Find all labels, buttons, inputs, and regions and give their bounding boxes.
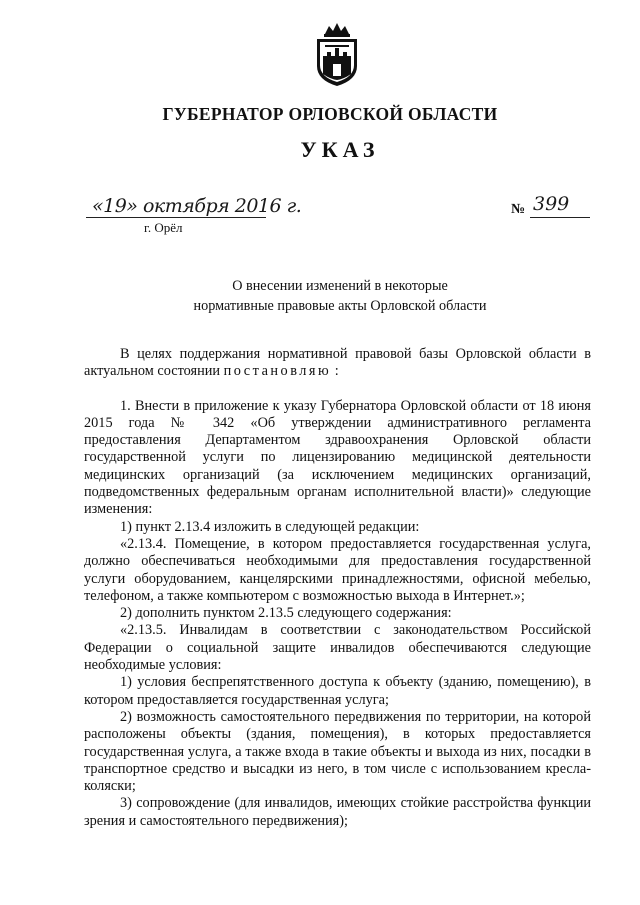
handwritten-date: «19» октября 2016 г.: [92, 195, 302, 217]
paragraph-1-item-2: 2) дополнить пунктом 2.13.5 следующего содержания:: [120, 605, 452, 622]
issuing-authority: ГУБЕРНАТОР ОРЛОВСКОЙ ОБЛАСТИ: [162, 104, 498, 124]
subject-line-1: О внесении изменений в некоторые: [232, 278, 448, 294]
preamble-end: :: [334, 363, 339, 380]
number-label: №: [511, 202, 526, 217]
condition-2: 2) возможность самостоятельного передвижения по территории, на которой расположены объекты (здания, помещения), в которых предоставляется государственная услуга, а также входа в такие объекты и выхода из них, посадки в транспортное средство и высадки из него, в том числе с использованием кресла-коляски;: [84, 708, 591, 795]
decree-body: [84, 346, 591, 830]
paragraph-1: 1. Внести в приложение к указу Губернатора Орловской области от 18 июня 2015 года № 342 «Об утверждении административного регламента предоставления Департаментом здравоохранения Орловской области государственной услуги по лицензированию медицинской деятельности медицинских организаций (за исключением медицинских организаций, подведомственных федеральным органам исполнительной власти)» следующие изменения:: [84, 397, 591, 518]
paragraph-1-item-1: 1) пункт 2.13.4 изложить в следующей редакции:: [120, 518, 420, 535]
condition-1: 1) условия беспрепятственного доступа к объекту (зданию, помещению), в котором предоставляется государственная услуга;: [84, 674, 591, 708]
paragraph-2-13-5: «2.13.5. Инвалидам в соответствии с законодательством Российской Федерации о социальной защите инвалидов обеспечиваются следующие необходимые условия:: [84, 622, 591, 674]
preamble-paragraph: [84, 346, 591, 381]
paragraph-2-13-4: «2.13.4. Помещение, в котором предоставляется государственная услуга, должно обеспечиваться необходимыми для предоставления государственной услуги оборудованием, канцелярскими принадлежностями, офисной мебелью, телефоном, а также компьютером с возможностью выхода в Интернет.»;: [84, 535, 591, 604]
condition-3: 3) сопровождение (для инвалидов, имеющих стойкие расстройства функции зрения и самостоятельного передвижения);: [84, 795, 591, 829]
decree-subject: [0, 276, 640, 316]
coat-of-arms-icon: [311, 20, 363, 88]
number-underline: [530, 217, 590, 218]
issue-city: г. Орёл: [144, 220, 183, 235]
date-underline: [86, 217, 266, 218]
document-type: УКАЗ: [300, 137, 380, 162]
handwritten-number: 399: [533, 193, 570, 215]
subject-line-2: нормативные правовые акты Орловской области: [193, 298, 487, 314]
preamble-text: В целях поддержания нормативной правовой базы Орловской области в актуальном состоянии: [84, 346, 591, 380]
decree-word: постановляю: [223, 363, 332, 380]
